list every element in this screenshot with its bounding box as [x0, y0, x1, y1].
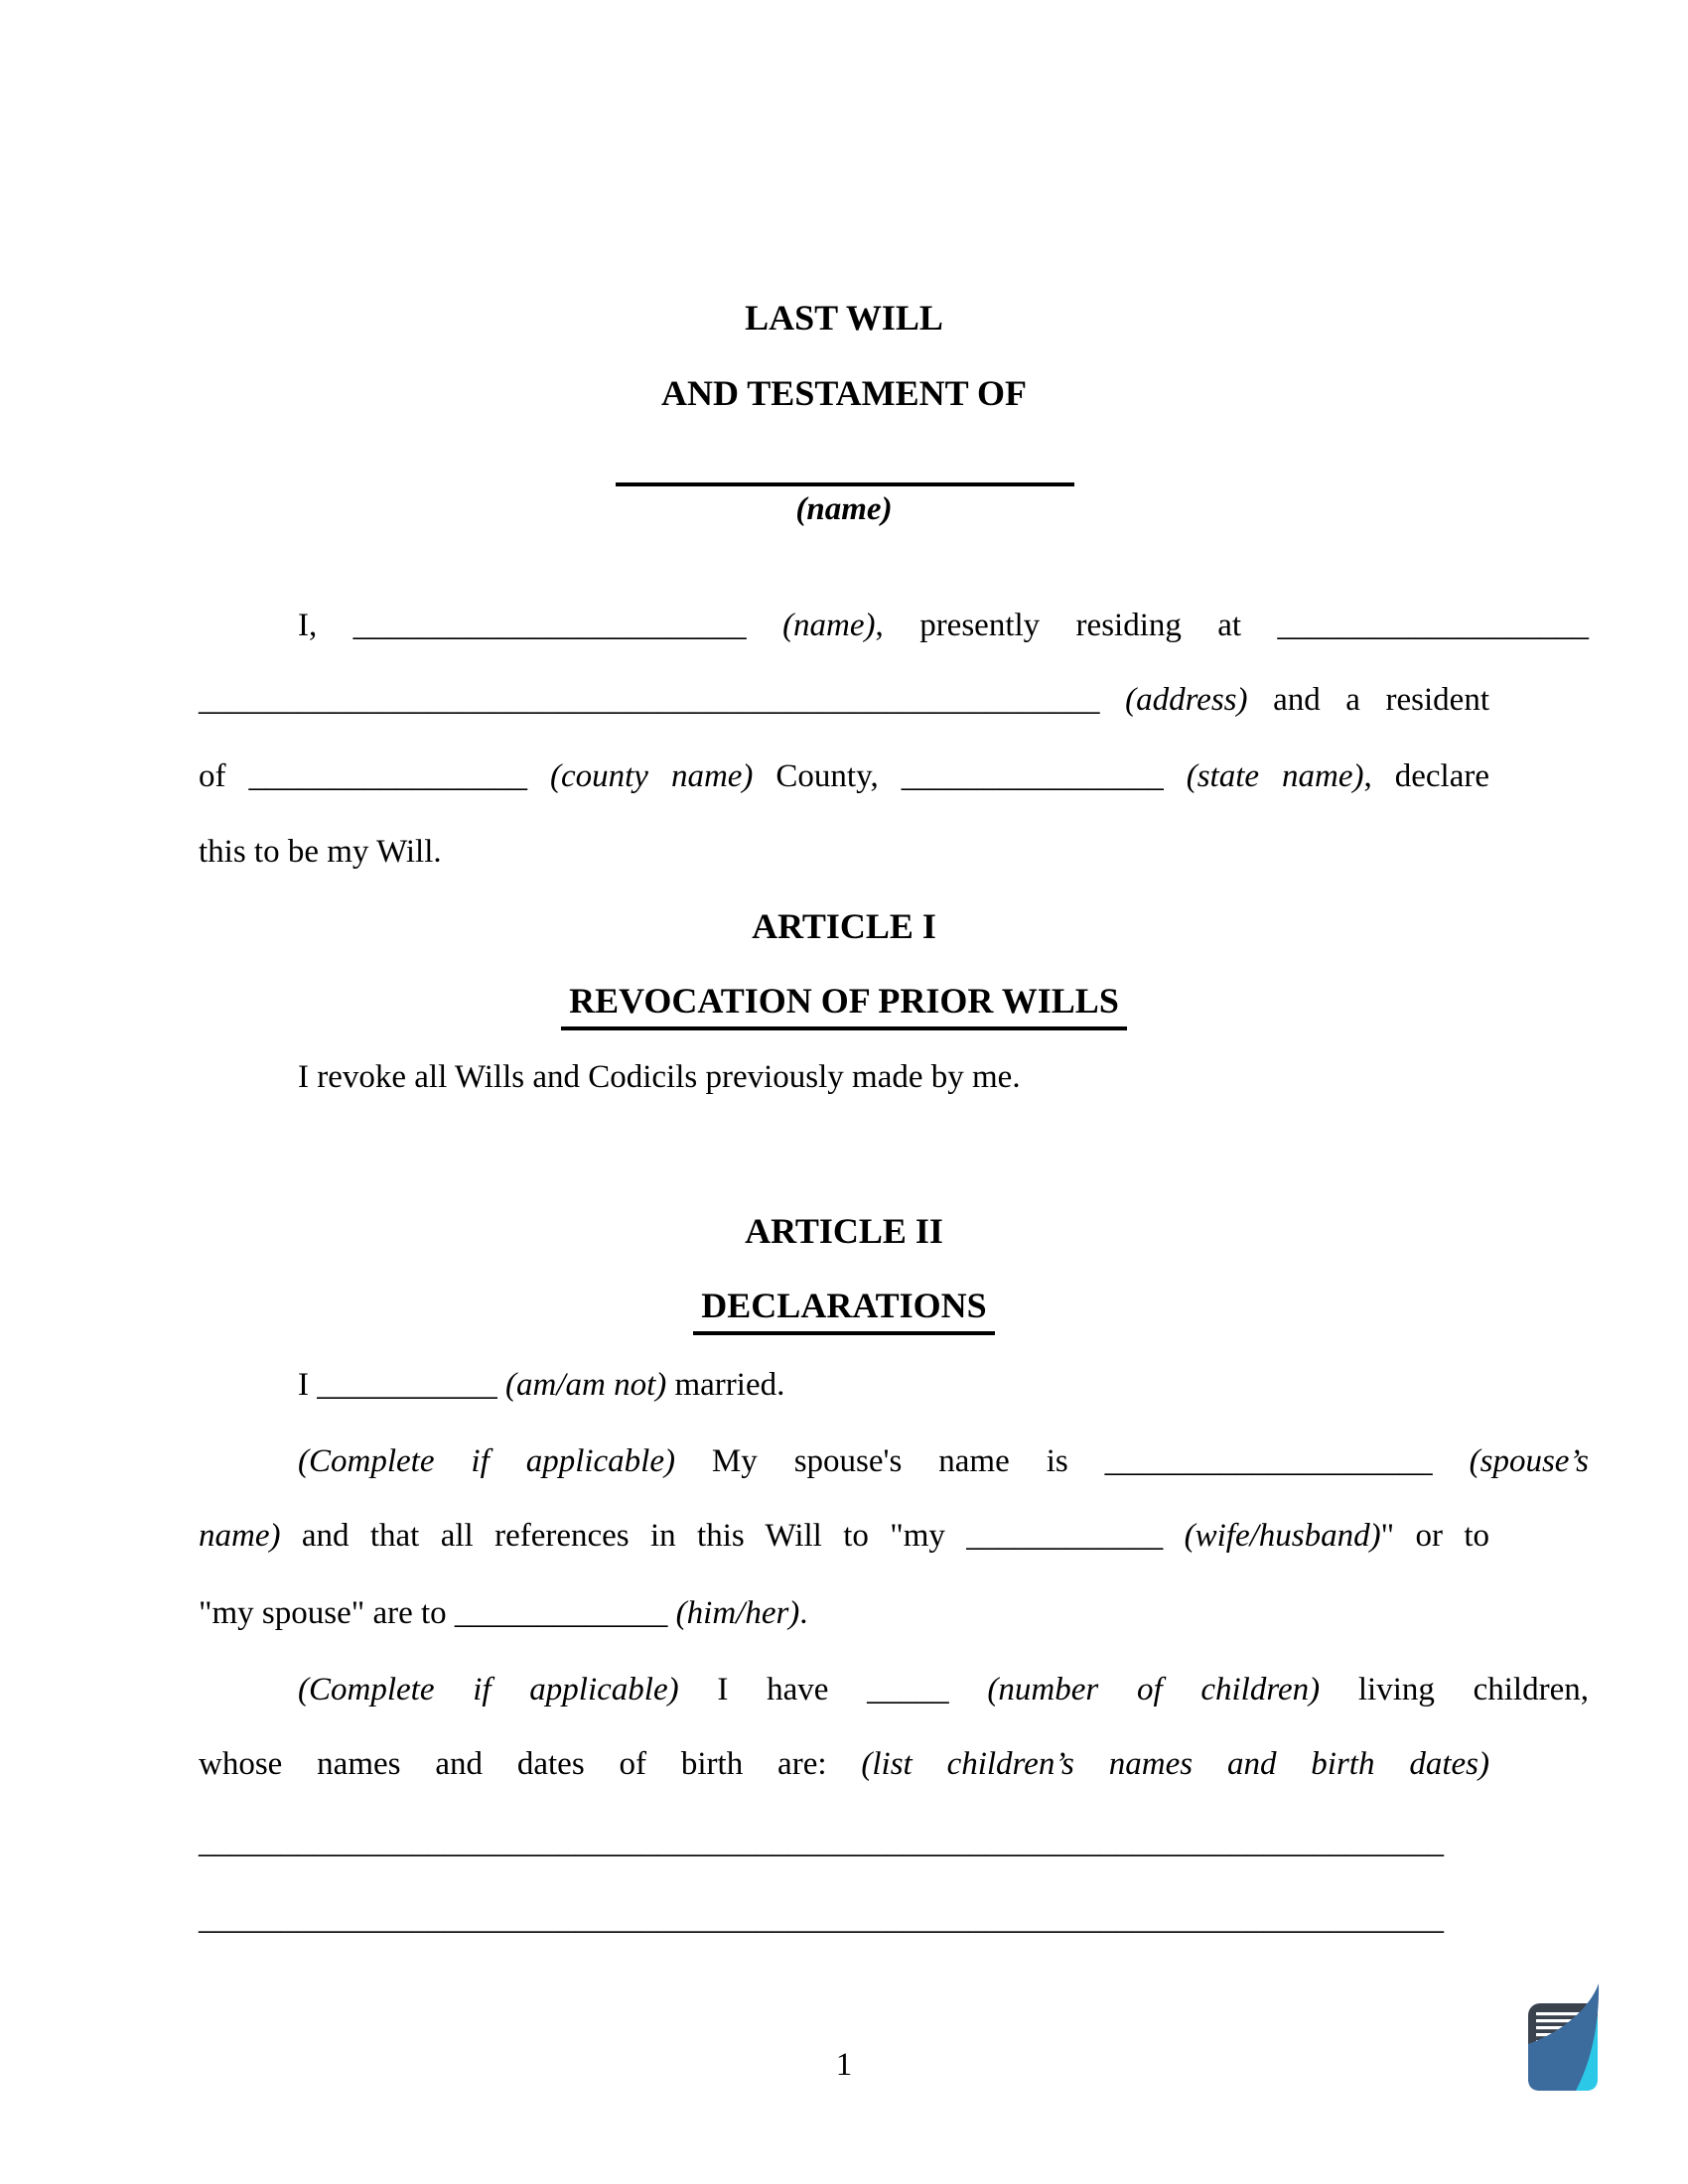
spouse-line-1 [199, 1424, 1589, 1499]
text-run [1100, 682, 1126, 718]
text-run [1163, 1518, 1184, 1554]
text-run: married. [666, 1367, 785, 1403]
text-run: (number of children) [987, 1672, 1321, 1707]
text-run: (am/am not) [505, 1367, 667, 1403]
blank-field[interactable]: _________________ [248, 758, 527, 794]
children-list-blank-2 [199, 1881, 1489, 1957]
children-line-1 [199, 1652, 1589, 1727]
blank-field[interactable]: _____ [867, 1672, 949, 1707]
intro-line-1 [199, 588, 1589, 663]
text-run [497, 1367, 505, 1403]
blank-field[interactable]: ____________________ [1104, 1443, 1433, 1479]
text-run: I have [678, 1672, 868, 1707]
article-1-subheading-text: REVOCATION OF PRIOR WILLS [561, 980, 1127, 1030]
text-run: (Complete if applicable) [298, 1672, 679, 1707]
article-2-subheading-text: DECLARATIONS [693, 1285, 994, 1335]
intro-line-2 [199, 662, 1489, 738]
text-run [747, 608, 782, 643]
blank-field[interactable]: ____________________________________________________________________________ [199, 1825, 1444, 1860]
text-run: "my spouse" are to [199, 1595, 455, 1631]
text-run: living children, [1320, 1672, 1589, 1707]
spouse-line-3 [199, 1575, 1489, 1651]
article-2-subheading [199, 1268, 1489, 1343]
text-run: (county name) [550, 758, 754, 794]
text-run: (spouse’s [1469, 1443, 1590, 1479]
marital-status-line [199, 1347, 1589, 1423]
text-run: (list children’s names and birth dates) [861, 1746, 1489, 1782]
text-run: and that all references in this Will to "my [280, 1518, 967, 1554]
blank-field[interactable]: ____________________________________________________________________________ [199, 1901, 1444, 1937]
text-run: (wife/husband) [1184, 1518, 1381, 1554]
blank-field[interactable]: ________________ [901, 758, 1164, 794]
text-run: (him/her) [675, 1595, 800, 1631]
text-run: and a resident [1247, 682, 1489, 718]
blank-field[interactable]: ________________________ [352, 608, 747, 643]
text-run: I, [298, 608, 353, 643]
text-run: My spouse's name is [674, 1443, 1105, 1479]
blank-field[interactable]: _______________________________________________________ [199, 682, 1100, 718]
text-run: (address) [1125, 682, 1248, 718]
text-run [1433, 1443, 1470, 1479]
text-run: (state name) [1186, 758, 1364, 794]
name-caption: (name) [795, 491, 893, 527]
brand-logo-icon [1526, 1981, 1602, 2093]
title-line-2: AND TESTAMENT OF [660, 373, 1028, 413]
text-run: I [298, 1367, 318, 1403]
text-run [1164, 758, 1187, 794]
text-run [667, 1595, 675, 1631]
text-run: " or to [1380, 1518, 1489, 1554]
blank-field[interactable]: _____________ [454, 1595, 668, 1631]
article-2-heading: ARTICLE II [745, 1211, 943, 1251]
revocation-text [199, 1039, 1589, 1115]
blank-field[interactable]: ___________ [317, 1367, 497, 1403]
text-run: County, [753, 758, 902, 794]
blank-field[interactable]: ___________________ [1277, 608, 1589, 643]
text-run: , declare [1363, 758, 1489, 794]
text-run: name) [199, 1518, 281, 1554]
spouse-line-2 [199, 1498, 1489, 1573]
text-run [949, 1672, 988, 1707]
text-run: (Complete if applicable) [298, 1443, 675, 1479]
children-list-blank-1 [199, 1805, 1489, 1880]
text-run: of [199, 758, 249, 794]
text-run: (name) [782, 608, 876, 643]
children-line-2 [199, 1726, 1489, 1802]
text-run [527, 758, 550, 794]
blank-field[interactable]: ____________ [966, 1518, 1164, 1554]
text-run: whose names and dates of birth are: [199, 1746, 862, 1782]
text-run: . [799, 1595, 808, 1631]
article-1-subheading [199, 963, 1489, 1038]
title-line-1: LAST WILL [745, 298, 943, 338]
text-run: I revoke all Wills and Codicils previously made by me. [298, 1059, 1021, 1095]
page-number: 1 [835, 2047, 853, 2083]
article-1-heading: ARTICLE I [752, 906, 936, 946]
intro-line-4 [199, 814, 1489, 889]
intro-line-3 [199, 739, 1489, 814]
text-run: this to be my Will. [199, 834, 442, 870]
text-run: , presently residing at [875, 608, 1278, 643]
